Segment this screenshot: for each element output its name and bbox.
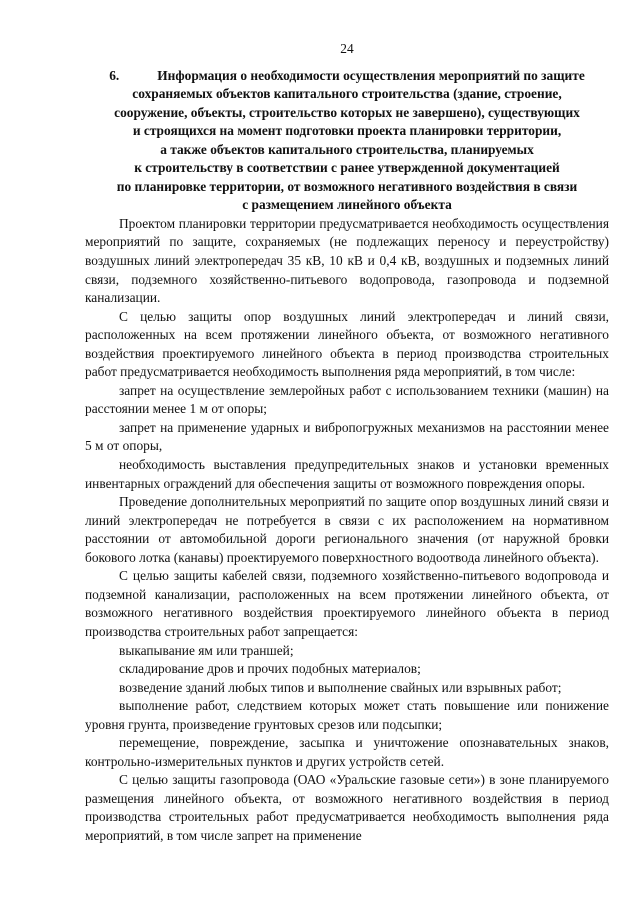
list-item: запрет на применение ударных и вибропогружных механизмов на расстоянии менее 5 м от опоры,	[85, 419, 609, 454]
section-heading	[85, 67, 609, 215]
list-item: необходимость выставления предупредительных знаков и установки временных инвентарных ограждений для обеспечения защиты от возможного повреждения опоры.	[85, 457, 609, 491]
list-item: выполнение работ, следствием которых может стать повышение или понижение уровня грунта, произведение грунтовых срезов или подсыпки;	[85, 698, 609, 732]
body-paragraph: С целью защиты газопровода (ОАО «Уральские газовые сети») в зоне планируемого размещения линейного объекта, от возможного негативного воздействия в период производства строительных работ предусматривается необходимость выполнения ряда мероприятий, в том числе запрет на применение	[85, 772, 609, 843]
list-item: выкапывание ям или траншей;	[119, 642, 294, 658]
list-item: складирование дров и прочих подобных материалов;	[119, 661, 421, 677]
document-body	[85, 215, 609, 846]
page-number: 24	[340, 41, 354, 56]
section-title-line: к строительству в соответствии с ранее утвержденной документацией	[134, 160, 560, 176]
list-item: запрет на осуществление землеройных работ с использованием техники (машин) на расстоянии менее 1 м от опоры;	[85, 382, 609, 417]
section-title-line: сохраняемых объектов капитального строительства (здание, строение,	[132, 86, 562, 102]
body-paragraph: С целью защиты опор воздушных линий электропередач и линий связи, расположенных на всем протяжении линейного объекта, от возможного негативного воздействия проектируемого линейного объекта в период производства строительных работ предусматривается необходимость выполнения ряда мероприятий, в том числе:	[85, 308, 609, 380]
list-item: возведение зданий любых типов и выполнение свайных или взрывных работ;	[119, 679, 562, 695]
section-title-line: сооружение, объекты, строительство которых не завершено), существующих	[114, 104, 580, 120]
section-title-line: Информация о необходимости осуществления мероприятий по защите	[157, 67, 585, 83]
list-item: перемещение, повреждение, засыпка и уничтожение опознавательных знаков, контрольно-измерительных пунктов и других устройств сетей.	[85, 735, 609, 769]
section-title-line: с размещением линейного объекта	[242, 197, 452, 213]
section-title-line: а также объектов капитального строительства, планируемых	[160, 141, 534, 157]
section-number: 6.	[109, 67, 120, 83]
section-title-line: по планировке территории, от возможного негативного воздействия в связи	[116, 178, 578, 194]
body-paragraph: С целью защиты кабелей связи, подземного хозяйственно-питьевого водопровода и подземной канализации, расположенных на всем протяжении линейного объекта, от возможного негативного воздействия проектируемого линейного объекта в период производства строительных работ запрещается:	[85, 568, 609, 639]
section-title-line: и строящихся на момент подготовки проекта планировки территории,	[132, 123, 562, 139]
body-paragraph: Проведение дополнительных мероприятий по защите опор воздушных линий связи и линий электропередач не потребуется в связи с их расположением на нормативном расстоянии от автомобильной дороги регионального значения (от наружной бровки бокового лотка (канавы) проектируемого поверхностного водоотвода линейного объекта).	[85, 494, 609, 565]
section-heading-line	[85, 67, 609, 86]
body-paragraph: Проектом планировки территории предусматривается необходимость осуществления мероприятий по защите, сохраняемых (не подлежащих переносу и переустройству) воздушных линий электропередач 35 кВ, 10 кВ и 0,4 кВ, воздушных и подземных линий связи, подземного хозяйственно-питьевого водопровода, газопровода и подземной канализации.	[85, 215, 609, 306]
